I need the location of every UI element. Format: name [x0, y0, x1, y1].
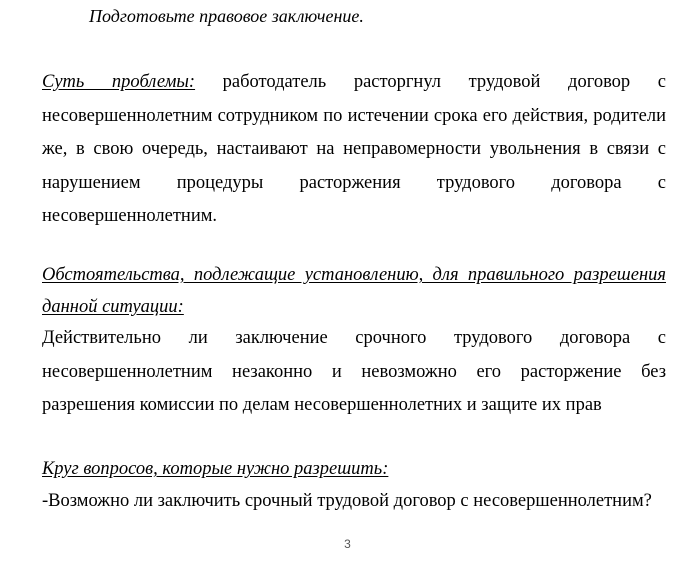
page-number: 3 [344, 537, 351, 551]
questions-label-block [42, 453, 666, 487]
question-item: -Возможно ли заключить срочный трудовой договор с несовершеннолетним? [42, 491, 652, 511]
circumstances-text: Действительно ли заключение срочного трудового договора с несовершеннолетним незаконно и невозможно его расторжение без разрешения комиссии по делам несовершеннолетних и защите их прав [42, 328, 666, 415]
problem-section [42, 66, 666, 234]
document-heading: Подготовьте правовое заключение. [89, 6, 364, 26]
circumstances-label-block [42, 259, 666, 323]
problem-text: работодатель расторгнул трудовой договор с несовершеннолетним сотрудником по истечении срока его действия, родители же, в свою очередь, настаивают на неправомерности увольнения в связи с нарушением процедуры расторжения трудового договора с несовершеннолетним. [42, 72, 666, 226]
questions-label: Круг вопросов, которые нужно разрешить: [42, 459, 389, 479]
problem-label: Суть проблемы: [42, 72, 196, 92]
circumstances-label: Обстоятельства, подлежащие установлению, для правильного разрешения данной ситуации: [42, 265, 666, 317]
